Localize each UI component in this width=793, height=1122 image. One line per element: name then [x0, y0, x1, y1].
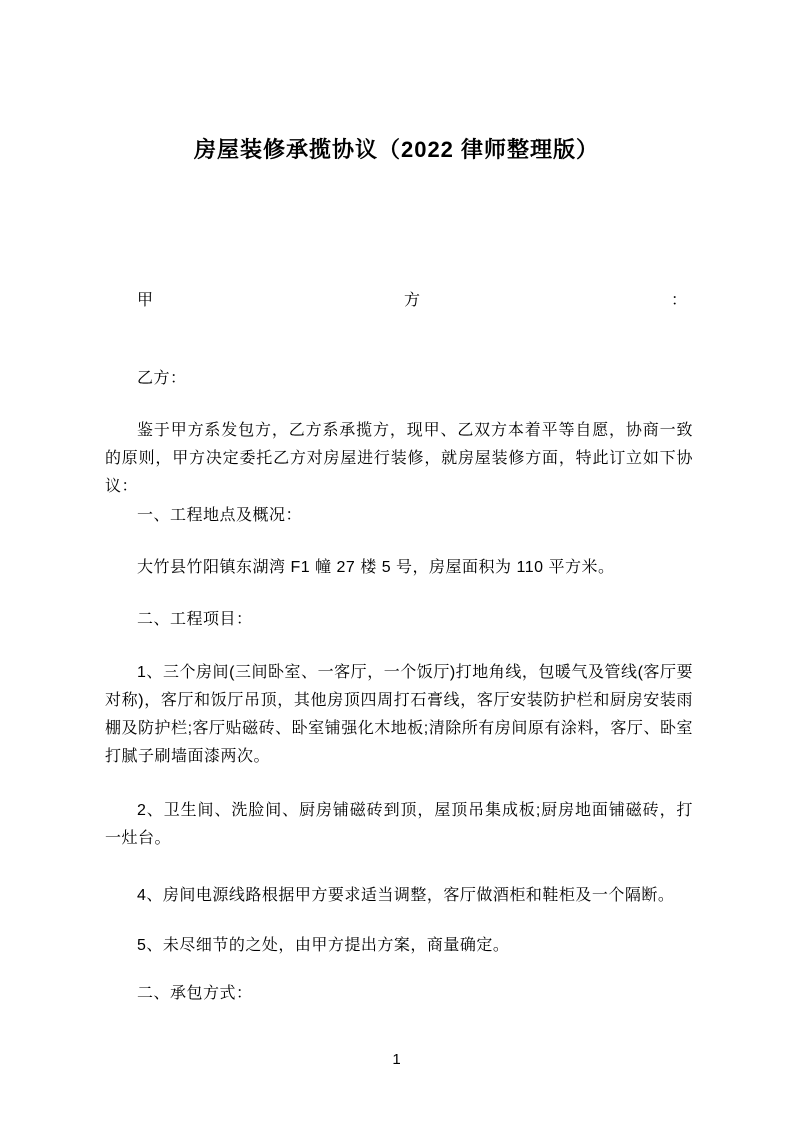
preamble-paragraph: 鉴于甲方系发包方，乙方系承揽方，现甲、乙双方本着平等自愿，协商一致的原则，甲方决定委托乙方对房屋进行装修，就房屋装修方面，特此订立如下协议：	[105, 422, 693, 495]
section-heading-contract-method: 二、承包方式：	[137, 985, 253, 1002]
location-paragraph: 大竹县竹阳镇东湖湾 F1 幢 27 楼 5 号，房屋面积为 110 平方米。	[137, 559, 615, 576]
project-item-1: 1、三个房间(三间卧室、一客厅，一个饭厅)打地角线，包暖气及管线(客厅要对称)，客厅和饭厅吊顶，其他房顶四周打石膏线，客厅安装防护栏和厨房安装雨棚及防护栏;客厅贴磁砖、卧室铺强化木地板;清除所有房间原有涂料，客厅、卧室打腻子刷墙面漆两次。	[105, 664, 693, 765]
section-heading-location: 一、工程地点及概况：	[137, 507, 303, 524]
party-a-line	[137, 287, 687, 315]
party-a-colon: ：	[670, 292, 687, 309]
project-item-5: 5、未尽细节的之处，由甲方提出方案，商量确定。	[137, 937, 510, 954]
party-b-label: 乙方：	[137, 370, 187, 387]
section-heading-projects: 二、工程项目：	[137, 611, 253, 628]
project-item-2: 2、卫生间、洗脸间、厨房铺磁砖到顶，屋顶吊集成板;厨房地面铺磁砖，打一灶台。	[105, 802, 693, 847]
party-a-label-char-1: 甲	[137, 292, 154, 309]
party-a-label-char-2: 方	[403, 292, 420, 309]
project-item-4: 4、房间电源线路根据甲方要求适当调整，客厅做酒柜和鞋柜及一个隔断。	[137, 887, 675, 904]
page-number: 1	[392, 1051, 401, 1068]
document-title: 房屋装修承揽协议（2022 律师整理版）	[193, 137, 600, 162]
